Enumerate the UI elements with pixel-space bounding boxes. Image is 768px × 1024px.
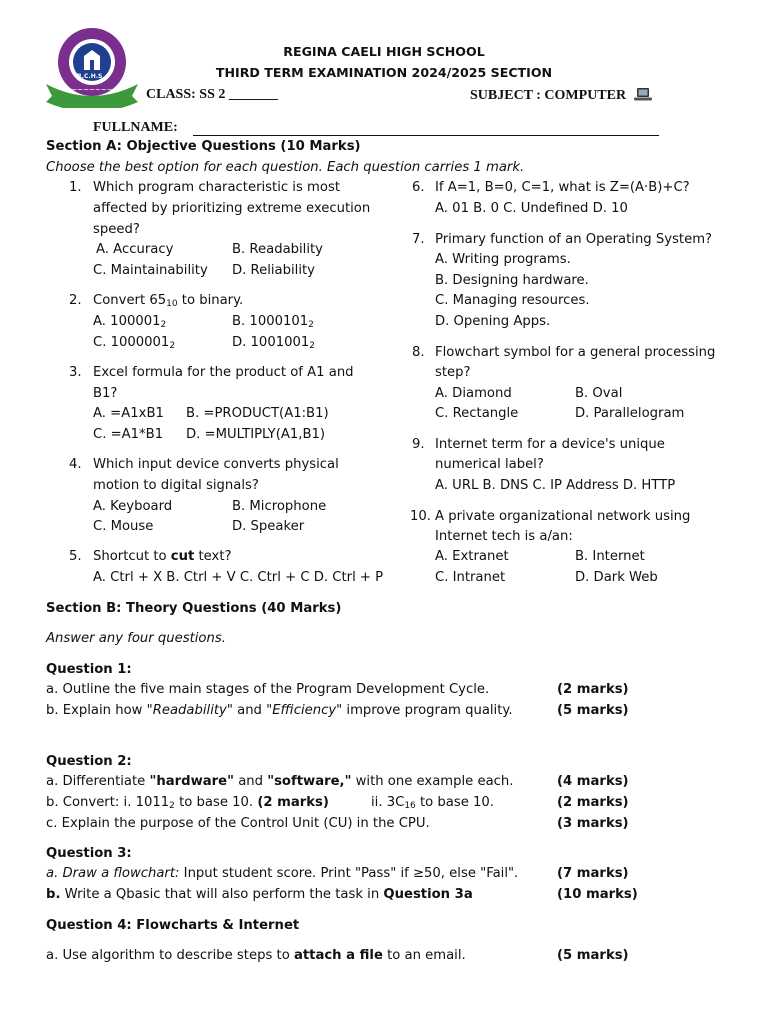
q10-text-2: Internet tech is a/an:	[435, 529, 573, 544]
q7-number: 7.	[412, 232, 425, 247]
q2-text: Convert $65_{10}$ to binary.	[93, 293, 244, 309]
q2-option-d: D. $1001001_2$	[232, 335, 316, 351]
q1-option-d: D. Reliability	[232, 263, 315, 278]
q8-option-c: C. Rectangle	[435, 406, 519, 421]
q4-option-b: B. Microphone	[232, 499, 327, 514]
q1-text-1: Which program characteristic is most	[93, 180, 340, 195]
q9-text-1: Internet term for a device's unique	[435, 437, 665, 452]
q8-number: 8.	[412, 345, 425, 360]
theory-q3-a-marks: (7 marks)	[557, 866, 629, 881]
section-b-title: Section B: Theory Questions (40 Marks)	[46, 601, 342, 616]
q2-option-b: B. $1000101_2$	[232, 314, 314, 330]
theory-q1-b: b. Explain how "Readability" and "Efficiency" improve program quality.	[46, 703, 513, 718]
theory-q2-a-marks: (4 marks)	[557, 774, 629, 789]
theory-q2-title: Question 2:	[46, 754, 132, 769]
class-label: CLASS: SS 2 _______	[146, 87, 278, 102]
q2-option-c: C. $1000001_2$	[93, 335, 176, 351]
q10-text-1: A private organizational network using	[435, 509, 691, 524]
q4-text-1: Which input device converts physical	[93, 457, 339, 472]
q10-number: 10.	[410, 509, 431, 524]
q8-text-1: Flowchart symbol for a general processing	[435, 345, 716, 360]
q2-option-a: A. $100001_2$	[93, 314, 167, 330]
q3-text-1: Excel formula for the product of A1 and	[93, 365, 354, 380]
theory-q1-a-marks: (2 marks)	[557, 682, 629, 697]
logo-initials: R.C.H.S	[77, 73, 103, 80]
laptop-icon	[634, 87, 652, 106]
q7-option-a: A. Writing programs.	[435, 252, 571, 267]
q3-option-d: D. =MULTIPLY(A1,B1)	[186, 427, 326, 442]
q10-option-a: A. Extranet	[435, 549, 509, 564]
svg-text:~~~~~~~~~: ~~~~~~~~~	[65, 86, 119, 94]
section-b-instruction: Answer any four questions.	[46, 631, 226, 646]
q6-number: 6.	[412, 180, 425, 195]
theory-q1-a: a. Outline the five main stages of the Program Development Cycle.	[46, 682, 490, 697]
q1-text-3: speed?	[93, 222, 140, 237]
theory-q2-a: a. Differentiate "hardware" and "software," with one example each.	[46, 774, 514, 789]
q3-option-b: B. =PRODUCT(A1:B1)	[186, 406, 329, 421]
q4-option-c: C. Mouse	[93, 519, 154, 534]
theory-q3-b: b. Write a Qbasic that will also perform the task in Question 3a	[46, 887, 473, 902]
q1-option-a: A. Accuracy	[96, 242, 174, 257]
theory-q1-b-marks: (5 marks)	[557, 703, 629, 718]
theory-q4-title: Question 4: Flowcharts & Internet	[46, 918, 300, 933]
theory-q2-b-marks: (2 marks)	[557, 795, 629, 810]
q10-option-d: D. Dark Web	[575, 570, 658, 585]
school-name: REGINA CAELI HIGH SCHOOL	[283, 44, 485, 59]
theory-q4-a: a. Use algorithm to describe steps to attach a file to an email.	[46, 948, 466, 963]
q1-option-b: B. Readability	[232, 242, 323, 257]
subject-label: SUBJECT : COMPUTER	[470, 87, 652, 106]
q7-option-c: C. Managing resources.	[435, 293, 590, 308]
q5-options: A. Ctrl + X B. Ctrl + V C. Ctrl + C D. Ctrl + P	[93, 570, 384, 585]
q6-text: If A=1, B=0, C=1, what is Z=(A·B)+C?	[435, 180, 690, 195]
q4-option-a: A. Keyboard	[93, 499, 173, 514]
theory-q2-c: c. Explain the purpose of the Control Unit (CU) in the CPU.	[46, 816, 430, 831]
exam-title: THIRD TERM EXAMINATION 2024/2025 SECTION	[215, 65, 553, 80]
q7-text: Primary function of an Operating System?	[435, 232, 713, 247]
q1-option-c: C. Maintainability	[93, 263, 208, 278]
theory-q3-a: a. Draw a flowchart: Input student score. Print "Pass" if ≥50, else "Fail".	[46, 866, 519, 881]
q5-text: Shortcut to cut text?	[93, 549, 232, 564]
q4-number: 4.	[69, 457, 82, 472]
fullname-line[interactable]	[193, 135, 659, 136]
theory-q2-b-i: b. Convert: i. $1011_2$ to base 10. (2 marks)	[46, 795, 329, 811]
q3-text-2: B1?	[93, 386, 118, 401]
q6-options: A. 01 B. 0 C. Undefined D. 10	[435, 201, 628, 216]
q3-number: 3.	[69, 365, 82, 380]
q5-number: 5.	[69, 549, 82, 564]
q9-options: A. URL B. DNS C. IP Address D. HTTP	[435, 478, 676, 493]
q1-number: 1.	[69, 180, 82, 195]
q7-option-b: B. Designing hardware.	[435, 273, 589, 288]
q4-text-2: motion to digital signals?	[93, 478, 259, 493]
fullname-label: FULLNAME:	[93, 120, 178, 135]
theory-q3-title: Question 3:	[46, 846, 132, 861]
q9-number: 9.	[412, 437, 425, 452]
q4-option-d: D. Speaker	[232, 519, 305, 534]
q3-option-c: C. =A1*B1	[93, 427, 164, 442]
q8-option-a: A. Diamond	[435, 386, 512, 401]
theory-q3-b-marks: (10 marks)	[557, 887, 638, 902]
section-a-instruction: Choose the best option for each question. Each question carries 1 mark.	[46, 160, 525, 175]
theory-q2-b-ii: ii. $3C_{16}$ to base 10.	[371, 795, 494, 811]
q10-option-b: B. Internet	[575, 549, 645, 564]
q1-text-2: affected by prioritizing extreme execution	[93, 201, 371, 216]
q8-option-d: D. Parallelogram	[575, 406, 685, 421]
theory-q2-c-marks: (3 marks)	[557, 816, 629, 831]
q7-option-d: D. Opening Apps.	[435, 314, 551, 329]
q10-option-c: C. Intranet	[435, 570, 506, 585]
q8-text-2: step?	[435, 365, 471, 380]
theory-q1-title: Question 1:	[46, 662, 132, 677]
q9-text-2: numerical label?	[435, 457, 544, 472]
q8-option-b: B. Oval	[575, 386, 623, 401]
section-a-title: Section A: Objective Questions (10 Marks)	[46, 139, 361, 154]
q3-option-a: A. =A1xB1	[93, 406, 164, 421]
q2-number: 2.	[69, 293, 82, 308]
theory-q4-a-marks: (5 marks)	[557, 948, 629, 963]
